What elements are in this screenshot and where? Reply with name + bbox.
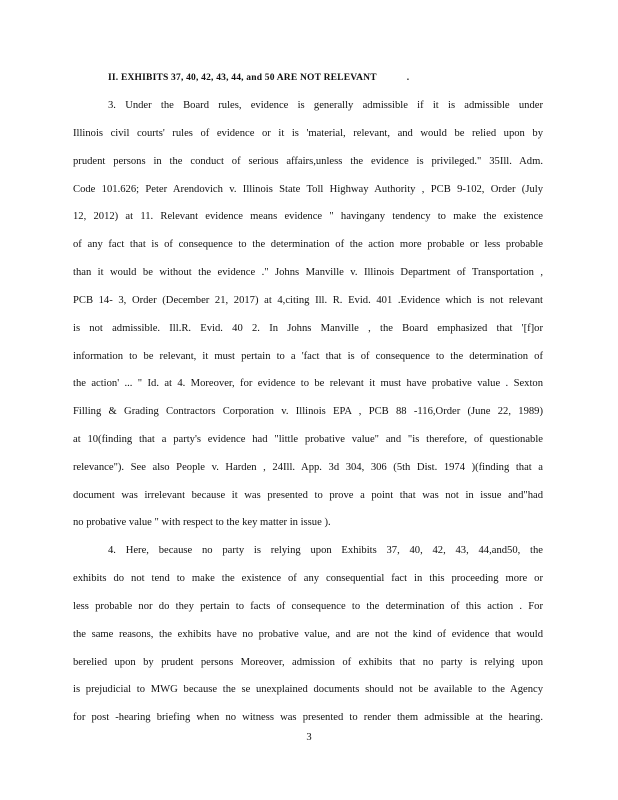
page-number: 3 <box>306 732 312 743</box>
paragraph-3-line-6: of any fact that is of consequence to the determination of the action more probable or less probable <box>73 239 543 250</box>
paragraph-3-line-10: information to be relevant, it must pertain to a 'fact that is of consequence to the determination of <box>73 351 543 362</box>
paragraph-3-line-1: 3. Under the Board rules, evidence is generally admissible if it is admissible under <box>108 100 543 111</box>
paragraph-4-line-7: for post -hearing briefing when no witness was presented to render them admissible at the hearing. <box>73 712 543 723</box>
paragraph-3-line-14: relevance"). See also People v. Harden , 24Ill. App. 3d 304, 306 (5th Dist. 1974 )(finding that a <box>73 462 543 473</box>
paragraph-3-line-5: 12, 2012) at 11. Relevant evidence means evidence " havingany tendency to make the existence <box>73 211 543 222</box>
paragraph-4-line-4: the same reasons, the exhibits have no probative value, and are not the kind of evidence that would <box>73 629 543 640</box>
paragraph-3-line-13: at 10(finding that a party's evidence had "little probative value" and "is therefore, of questionable <box>73 434 543 445</box>
paragraph-3-line-11: the action' ... " Id. at 4. Moreover, for evidence to be relevant it must have probative value . Sexton <box>73 378 543 389</box>
paragraph-4-line-5: berelied upon by prudent persons Moreover, admission of exhibits that no party is relying upon <box>73 657 543 668</box>
section-heading-period: . <box>406 73 410 83</box>
section-heading <box>108 73 409 83</box>
paragraph-3-line-15: document was irrelevant because it was presented to prove a point that was not in issue and"had <box>73 490 543 501</box>
paragraph-3-line-8: PCB 14- 3, Order (December 21, 2017) at 4,citing Ill. R. Evid. 401 .Evidence which is not relevant <box>73 295 543 306</box>
paragraph-3-line-3: prudent persons in the conduct of serious affairs,unless the evidence is privileged." 35Ill. Adm. <box>73 156 543 167</box>
paragraph-3-line-4: Code 101.626; Peter Arendovich v. Illinois State Toll Highway Authority , PCB 9-102, Order (July <box>73 184 543 195</box>
paragraph-4-line-3: less probable nor do they pertain to facts of consequence to the determination of this action . For <box>73 601 543 612</box>
paragraph-3-line-16: no probative value " with respect to the key matter in issue ). <box>73 517 331 528</box>
paragraph-3-line-7: than it would be without the evidence ." Johns Manville v. Illinois Department of Transportation , <box>73 267 543 278</box>
paragraph-3-line-9: is not admissible. Ill.R. Evid. 40 2. In Johns Manville , the Board emphasized that '[f]or <box>73 323 543 334</box>
paragraph-4-line-1: 4. Here, because no party is relying upon Exhibits 37, 40, 42, 43, 44,and50, the <box>108 545 543 556</box>
paragraph-3-line-12: Filling & Grading Contractors Corporation v. Illinois EPA , PCB 88 -116,Order (June 22, 1989) <box>73 406 543 417</box>
section-heading-text: II. EXHIBITS 37, 40, 42, 43, 44, and 50 ARE NOT RELEVANT <box>108 73 377 83</box>
paragraph-3-line-2: Illinois civil courts' rules of evidence or it is 'material, relevant, and would be relied upon by <box>73 128 543 139</box>
paragraph-4-line-6: is prejudicial to MWG because the se unexplained documents should not be available to the Agency <box>73 684 543 695</box>
paragraph-4-line-2: exhibits do not tend to make the existence of any consequential fact in this proceeding more or <box>73 573 543 584</box>
